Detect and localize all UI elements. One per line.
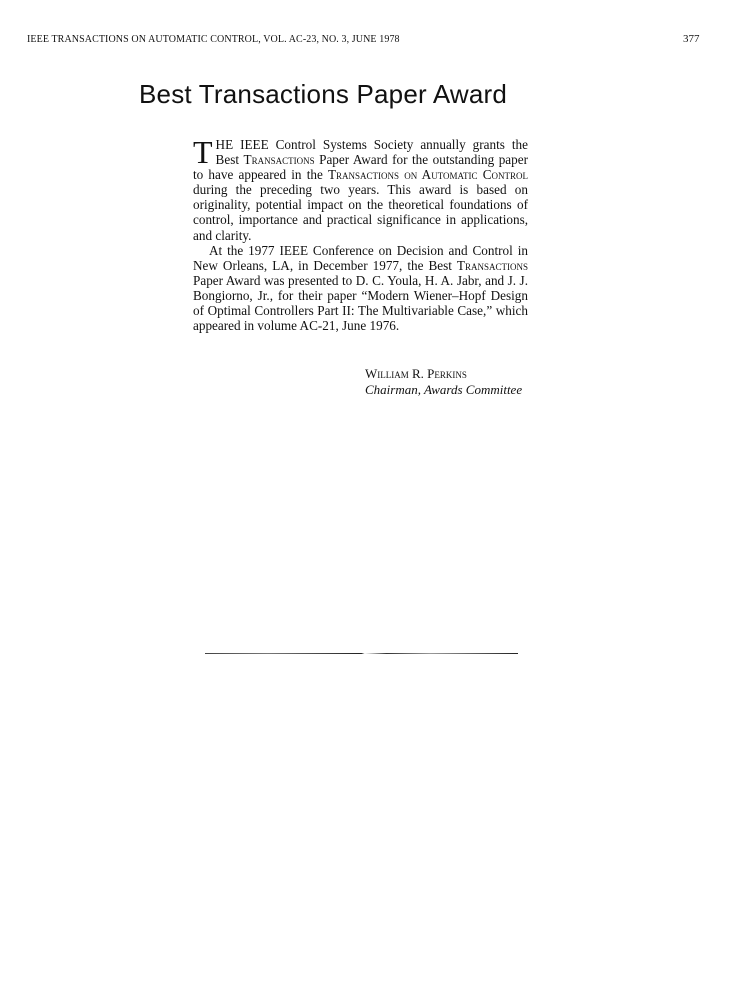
drop-cap: T <box>193 134 213 170</box>
signature-role: Chairman, Awards Committee <box>365 381 523 397</box>
signature-block <box>365 366 522 397</box>
paragraph-2: At the 1977 IEEE Conference on Decision and Control in New Orleans, LA, in December 1977, the Best Transactions Paper Award was presented to D. C. Youla, H. A. Jabr, and J. J. Bongiorno, Jr., for their paper “Modern Wiener–Hopf Design of Optimal Controllers Part II: The Multivariable Case,” which appeared in volume AC-21, June 1976. <box>193 242 528 334</box>
page-number: 377 <box>683 33 700 45</box>
section-divider <box>205 653 518 654</box>
signature-name: William R. Perkins <box>365 366 467 381</box>
paragraph-1: THE IEEE Control Systems Society annually grants the Best Transactions Paper Award for the outstanding paper to have appeared in the Transactions on Automatic Control during the preceding two years. This award is based on originality, potential impact on the theoretical foundations of control, importance and practical significance in applications, and clarity. <box>193 134 528 243</box>
article-body <box>193 134 528 334</box>
page-title: Best Transactions Paper Award <box>139 79 508 110</box>
running-head: IEEE TRANSACTIONS ON AUTOMATIC CONTROL, VOL. AC-23, NO. 3, JUNE 1978 <box>27 34 400 45</box>
